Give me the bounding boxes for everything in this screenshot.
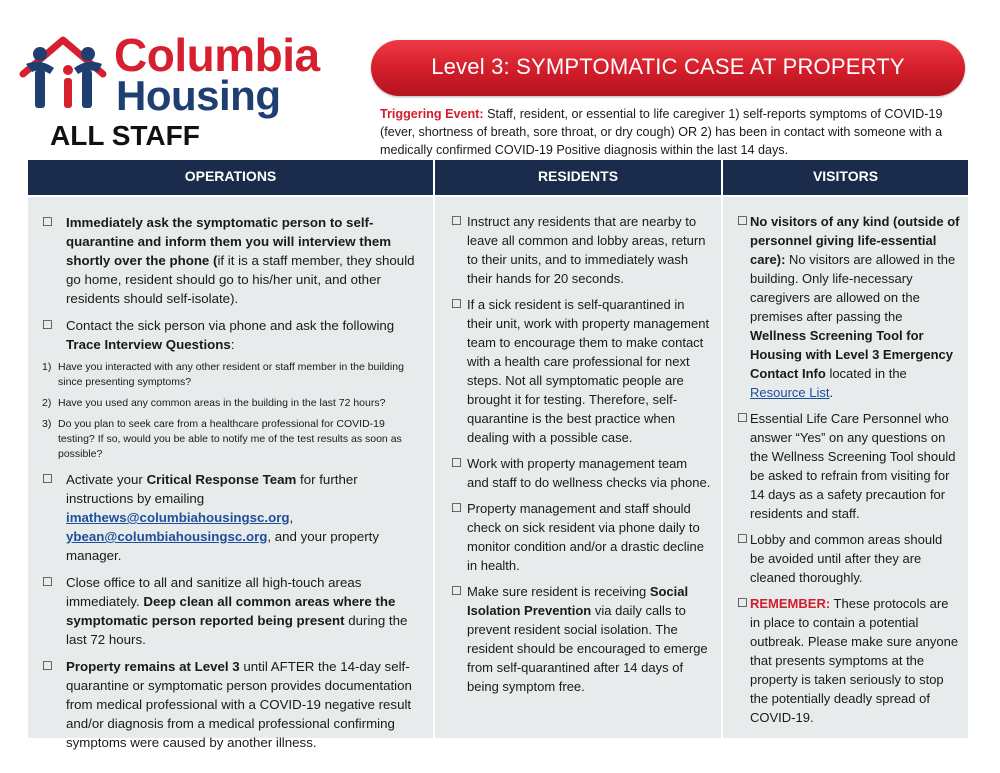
list-item: ☐ Lobby and common areas should be avoided until after they are cleaned thoroughly. bbox=[737, 532, 943, 585]
resource-list-link[interactable]: Resource List bbox=[750, 385, 830, 400]
checkbox-icon: ☐ bbox=[451, 501, 462, 515]
checkbox-icon: ☐ bbox=[451, 456, 462, 470]
checkbox-icon: ☐ bbox=[737, 214, 748, 228]
operations-header: OPERATIONS bbox=[28, 160, 433, 197]
visitors-header: VISITORS bbox=[723, 160, 968, 197]
columbia-housing-logo bbox=[18, 29, 320, 124]
list-item: ☐ Contact the sick person via phone and ask the following Trace Interview Questions: bbox=[42, 318, 395, 352]
visitors-column bbox=[723, 160, 968, 738]
checkbox-icon: ☐ bbox=[42, 215, 53, 229]
list-item: ☐ Activate your Critical Response Team for further instructions by emailing imathews@columbiahousingsc.org, ybean@columbiahousingsc.org, and your property manager. bbox=[42, 472, 379, 563]
trace-question: 3) Do you plan to seek care from a healthcare professional for COVID-19 testing? If so, would you be able to notify me of the test results as soon as possible? bbox=[42, 418, 402, 460]
protocol-table bbox=[28, 160, 968, 750]
checkbox-icon: ☐ bbox=[737, 532, 748, 546]
logo-text-columbia: Columbia bbox=[114, 29, 320, 81]
checkbox-icon: ☐ bbox=[737, 411, 748, 425]
level-banner bbox=[371, 40, 965, 96]
checkbox-icon: ☐ bbox=[42, 575, 53, 589]
residents-column bbox=[435, 160, 721, 738]
checkbox-icon: ☐ bbox=[42, 318, 53, 332]
logo-text-housing: Housing bbox=[116, 72, 281, 119]
operations-column bbox=[28, 160, 433, 750]
checkbox-icon: ☐ bbox=[451, 297, 462, 311]
list-item: ☐ Close office to all and sanitize all high-touch areas immediately. Deep clean all common areas where the symptomatic person reported being present during the last 72 hours. bbox=[42, 575, 408, 647]
list-item: ☐ Instruct any residents that are nearby to leave all common and lobby areas, return to their units, and to immediately wash their hands for 20 seconds. bbox=[451, 214, 706, 286]
list-item: ☐ REMEMBER: These protocols are in place to contain a potential outbreak. Please make sure anyone that presents symptoms at the property is taken seriously to stop the potentially deadly spread of COVID-19. bbox=[737, 596, 959, 725]
list-item: ☐ Make sure resident is receiving Social Isolation Prevention via daily calls to prevent resident social isolation. The resident should be encouraged to emerge from self-quarantined after 14 days of being symptom free. bbox=[451, 584, 708, 694]
list-item: ☐ Property remains at Level 3 until AFTER the 14-day self-quarantine or symptomatic person provides documentation from medical professional with a COVID-19 negative result and/or diagnosis from a medical professional confirming symptoms were caused by another illness. bbox=[42, 659, 412, 750]
triggering-event bbox=[380, 105, 975, 159]
list-item: ☐ Work with property management team and staff to do wellness checks via phone. bbox=[451, 456, 711, 490]
trigger-text: Staff, resident, or essential to life caregiver 1) self-reports symptoms of COVID-19 (fever, shortness of breath, sore throat, or dry cough) OR 2) has been in contact with someone with a medically confirmed COVID-19 Positive diagnosis within the last 14 days. bbox=[380, 107, 943, 157]
trigger-label: Triggering Event: bbox=[380, 107, 484, 121]
list-item: ☐ Immediately ask the symptomatic person to self-quarantine and inform them you will interview them shortly over the phone (if it is a staff member, they should go home, resident should go to his/her unit, and other residents should self-isolate). bbox=[42, 215, 415, 306]
checkbox-icon: ☐ bbox=[451, 214, 462, 228]
residents-header: RESIDENTS bbox=[435, 160, 721, 197]
checkbox-icon: ☐ bbox=[451, 584, 462, 598]
family-house-logo-icon bbox=[18, 34, 113, 114]
checkbox-icon: ☐ bbox=[737, 596, 748, 610]
list-item: ☐ No visitors of any kind (outside of personnel giving life-essential care): No visitors are allowed in the building. Only life-necessary caregivers are allowed on the premises after passing the Wellness Screening Tool for Housing with Level 3 Emergency Contact Info located in the Resource List. bbox=[737, 214, 960, 400]
checkbox-icon: ☐ bbox=[42, 472, 53, 486]
email-link-imathews[interactable]: imathews@columbiahousingsc.org bbox=[66, 510, 290, 525]
trace-question: 2) Have you used any common areas in the building in the last 72 hours? bbox=[42, 397, 386, 409]
checkbox-icon: ☐ bbox=[42, 659, 53, 673]
banner-title: Level 3: SYMPTOMATIC CASE AT PROPERTY bbox=[431, 54, 905, 79]
list-item: ☐ If a sick resident is self-quarantined in their unit, work with property management team to encourage them to make contact with a health care professional for next steps. Not all symptomatic people are brought it for testing. Therefore, self-quarantine is the best practice when dealing with a possible case. bbox=[451, 297, 710, 445]
list-item: ☐ Essential Life Care Personnel who answer “Yes” on any questions on the Wellness Screening Tool should be asked to refrain from visiting for 14 days as a safety precaution for residents and staff. bbox=[737, 411, 956, 521]
list-item: ☐ Property management and staff should check on sick resident via phone daily to monitor condition and/or a drastic decline in health. bbox=[451, 501, 705, 573]
email-link-ybean[interactable]: ybean@columbiahousingsc.org bbox=[66, 529, 268, 544]
trace-question: 1) Have you interacted with any other resident or staff member in the building since presenting symptoms? bbox=[42, 361, 404, 388]
audience-heading: ALL STAFF bbox=[50, 120, 200, 151]
